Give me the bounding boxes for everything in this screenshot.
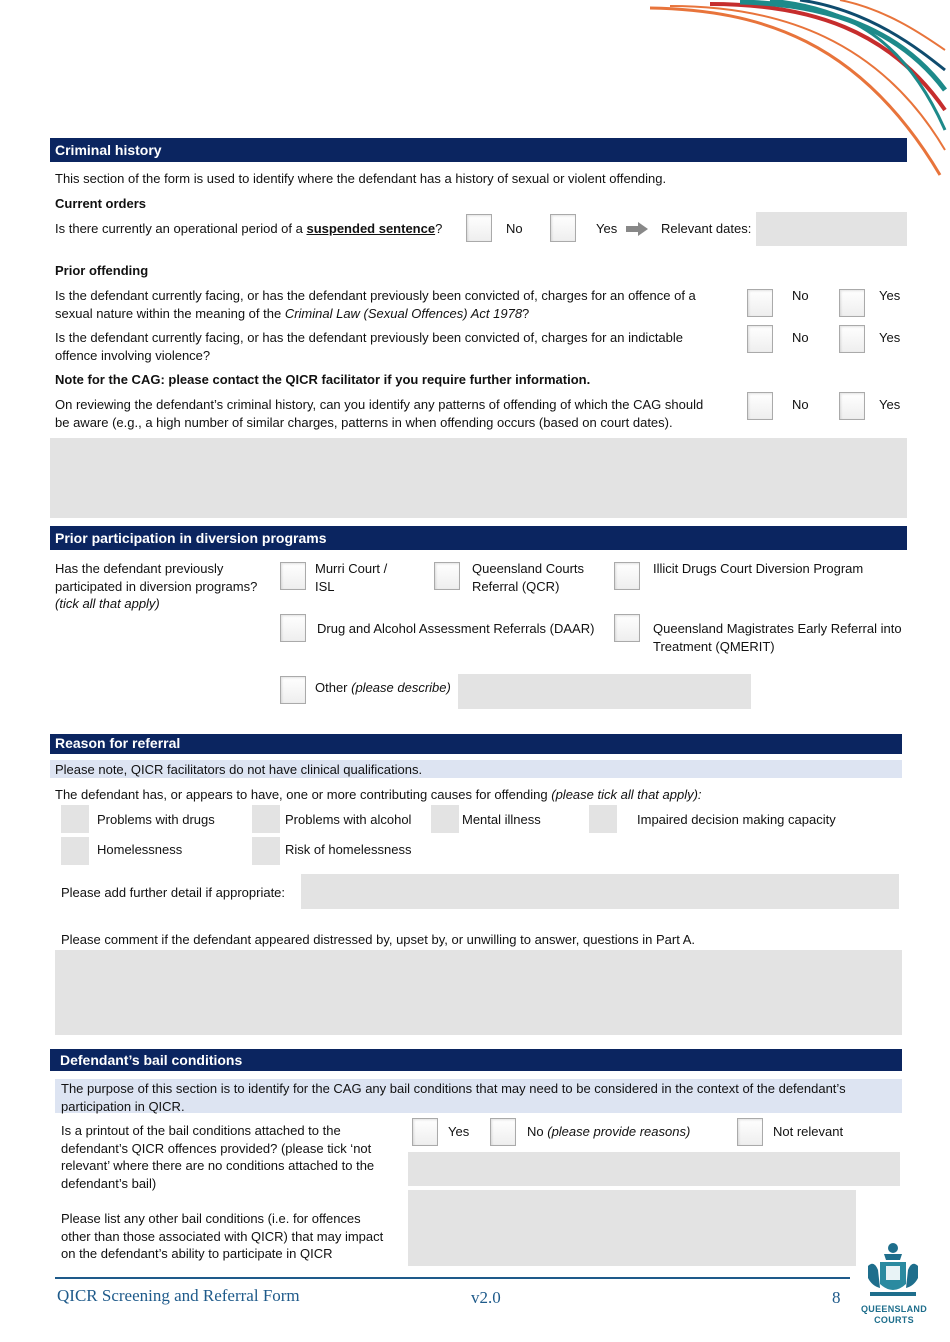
murri-court-label: Murri Court / ISL: [315, 561, 388, 594]
other-program-checkbox[interactable]: [280, 676, 306, 704]
mental-illness-checkbox[interactable]: [431, 805, 459, 833]
patterns-yes-label: Yes: [879, 397, 901, 412]
relevant-dates-field[interactable]: [756, 212, 907, 246]
footer-version: v2.0: [471, 1288, 501, 1307]
arrow-right-icon: [626, 222, 648, 236]
patterns-question: On reviewing the defendant’s criminal history, can you identify any patterns of offending of which the CAG should be aware (e.g., a high number of similar charges, patterns in when offending occurs (based on court dates).: [55, 397, 704, 430]
page-number: 8: [832, 1288, 841, 1307]
patterns-no-label: No: [792, 397, 809, 412]
homelessness-label: Homelessness: [97, 842, 183, 857]
murri-court-checkbox[interactable]: [280, 562, 306, 590]
sexual-yes-checkbox[interactable]: [839, 289, 865, 317]
sexual-offence-question: Is the defendant currently facing, or has the defendant previously been convicted of, charges for an offence of a sexual nature within the meaning of the Criminal Law (Sexual Offences) Act 1978?: [55, 288, 696, 321]
section-header-diversion: Prior participation in diversion programs: [50, 526, 907, 550]
alcohol-label: Problems with alcohol: [285, 812, 412, 827]
other-bail-question: Please list any other bail conditions (i.e. for offences other than those associated with QICR) that may impact on the defendant’s ability to participate in QICR: [61, 1211, 384, 1261]
other-program-field[interactable]: [458, 674, 751, 709]
qcr-label: Queensland Courts Referral (QCR): [472, 561, 585, 594]
logo-text-courts: COURTS: [874, 1315, 914, 1325]
suspended-sentence-link[interactable]: suspended sentence: [306, 221, 436, 236]
impaired-capacity-checkbox[interactable]: [589, 805, 617, 833]
bail-reasons-field[interactable]: [408, 1152, 900, 1186]
bail-no-checkbox[interactable]: [490, 1118, 516, 1146]
bail-no-label: No (please provide reasons): [527, 1124, 691, 1139]
bail-purpose: The purpose of this section is to identify for the CAG any bail conditions that may need to be considered in the context of the defendant’s participation in QICR.: [61, 1081, 846, 1114]
suspended-yes-label: Yes: [596, 221, 618, 236]
diversion-question: Has the defendant previously participated in diversion programs? (tick all that apply): [55, 561, 258, 611]
bail-printout-question: Is a printout of the bail conditions attached to the defendant’s QICR offences provided? (please tick ‘not relevant’ where there are no conditions attached to the defendant’s bail): [61, 1123, 375, 1191]
drugs-label: Problems with drugs: [97, 812, 215, 827]
homelessness-checkbox[interactable]: [61, 837, 89, 865]
illicit-drugs-label: Illicit Drugs Court Diversion Program: [653, 561, 864, 576]
patterns-no-checkbox[interactable]: [747, 392, 773, 420]
qmerit-checkbox[interactable]: [614, 614, 640, 642]
current-orders-title: Current orders: [55, 196, 147, 211]
bail-not-relevant-checkbox[interactable]: [737, 1118, 763, 1146]
section-header-criminal-history: Criminal history: [50, 138, 907, 162]
logo-text-queensland: QUEENSLAND: [860, 1304, 927, 1314]
violence-no-checkbox[interactable]: [747, 325, 773, 353]
suspended-sentence-question: Is there currently an operational period of a suspended sentence?: [55, 221, 443, 236]
risk-homelessness-label: Risk of homelessness: [285, 842, 412, 857]
qcr-checkbox[interactable]: [434, 562, 460, 590]
section-header-bail: Defendant’s bail conditions: [50, 1049, 902, 1071]
contributing-causes-question: The defendant has, or appears to have, one or more contributing causes for offending (please tick all that apply):: [55, 787, 702, 802]
other-bail-field[interactable]: [408, 1190, 856, 1266]
violence-yes-label: Yes: [879, 330, 901, 345]
drugs-checkbox[interactable]: [61, 805, 89, 833]
criminal-history-intro: This section of the form is used to identify where the defendant has a history of sexual or violent offending.: [55, 171, 667, 186]
sexual-no-label: No: [792, 288, 809, 303]
daar-label: Drug and Alcohol Assessment Referrals (DAAR): [317, 621, 595, 636]
prior-offending-title: Prior offending: [55, 263, 149, 278]
section-header-reason-referral: Reason for referral: [50, 734, 902, 754]
cag-note: Note for the CAG: please contact the QICR facilitator if you require further information.: [55, 372, 591, 387]
referral-note: Please note, QICR facilitators do not have clinical qualifications.: [55, 762, 423, 777]
distress-comment-label: Please comment if the defendant appeared distressed by, upset by, or unwilling to answer, questions in Part A.: [61, 932, 695, 947]
violence-question: Is the defendant currently facing, or has the defendant previously been convicted of, charges for an indictable offence involving violence?: [55, 330, 684, 363]
violence-no-label: No: [792, 330, 809, 345]
queensland-crest-logo: [862, 1240, 924, 1304]
violence-yes-checkbox[interactable]: [839, 325, 865, 353]
suspended-no-checkbox[interactable]: [466, 214, 492, 242]
sexual-no-checkbox[interactable]: [747, 289, 773, 317]
illicit-drugs-checkbox[interactable]: [614, 562, 640, 590]
bail-yes-checkbox[interactable]: [412, 1118, 438, 1146]
impaired-capacity-label: Impaired decision making capacity: [637, 812, 836, 827]
further-detail-label: Please add further detail if appropriate:: [61, 885, 286, 900]
daar-checkbox[interactable]: [280, 614, 306, 642]
bail-not-relevant-label: Not relevant: [773, 1124, 844, 1139]
patterns-details-field[interactable]: [50, 438, 907, 518]
footer-title: QICR Screening and Referral Form: [57, 1286, 300, 1305]
bail-yes-label: Yes: [448, 1124, 470, 1139]
qmerit-label: Queensland Magistrates Early Referral into Treatment (QMERIT): [653, 621, 902, 654]
further-detail-field[interactable]: [301, 874, 899, 909]
risk-homelessness-checkbox[interactable]: [252, 837, 280, 865]
patterns-yes-checkbox[interactable]: [839, 392, 865, 420]
suspended-yes-checkbox[interactable]: [550, 214, 576, 242]
mental-illness-label: Mental illness: [462, 812, 541, 827]
other-program-label: Other (please describe): [315, 680, 451, 695]
distress-comment-field[interactable]: [55, 950, 902, 1035]
footer-divider: [55, 1277, 850, 1279]
relevant-dates-label: Relevant dates:: [661, 221, 752, 236]
alcohol-checkbox[interactable]: [252, 805, 280, 833]
suspended-no-label: No: [506, 221, 523, 236]
sexual-yes-label: Yes: [879, 288, 901, 303]
